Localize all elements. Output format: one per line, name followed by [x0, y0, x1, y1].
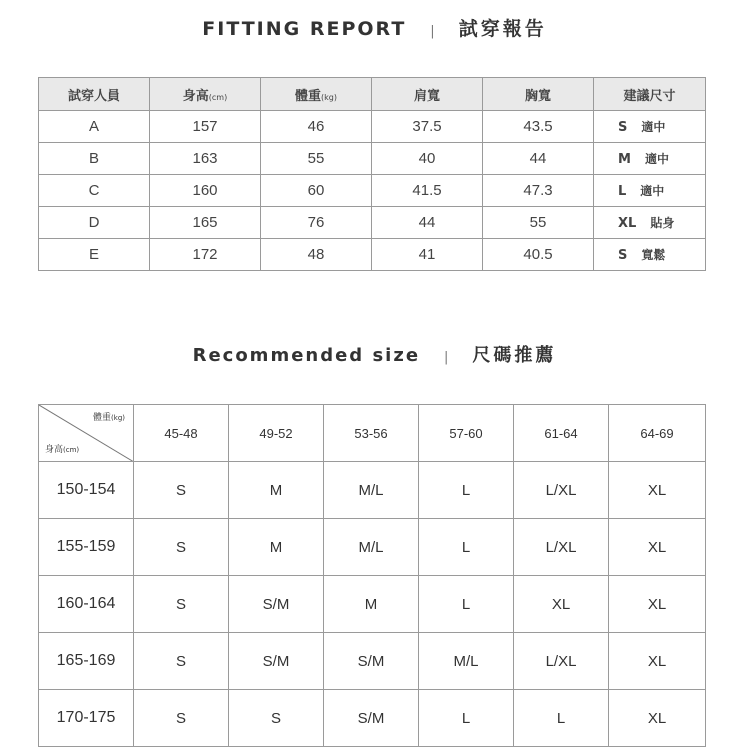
cell-suggested [594, 239, 706, 271]
recommended-title-en: Recommended size [192, 345, 421, 366]
header-height: 身高(cm) [150, 78, 261, 111]
fit-value: 寬鬆 [641, 248, 666, 262]
cell-chest: 40.5 [483, 239, 594, 271]
cell-suggested [594, 207, 706, 239]
size-cell: S/M [324, 633, 419, 690]
cell-shoulder: 37.5 [372, 111, 483, 143]
cell-weight: 55 [261, 143, 372, 175]
fitting-report-title [0, 14, 749, 41]
table-row [39, 576, 706, 633]
size-cell: S [134, 633, 229, 690]
cell-weight: 46 [261, 111, 372, 143]
table-row [39, 462, 706, 519]
height-range-header: 165-169 [39, 633, 134, 690]
size-cell: L/XL [514, 633, 609, 690]
cell-weight: 60 [261, 175, 372, 207]
size-cell: L/XL [514, 519, 609, 576]
size-cell: M [229, 519, 324, 576]
size-cell: M [229, 462, 324, 519]
cell-height: 157 [150, 111, 261, 143]
size-cell: XL [609, 576, 706, 633]
fit-value: 適中 [644, 152, 669, 166]
table-row [39, 690, 706, 747]
recommended-size-title [0, 341, 749, 367]
cell-shoulder: 41 [372, 239, 483, 271]
size-cell: M/L [324, 462, 419, 519]
fitting-title-en: FITTING REPORT [202, 18, 407, 40]
size-cell: S/M [229, 633, 324, 690]
size-value: S [618, 248, 628, 263]
table-row [39, 143, 706, 175]
cell-suggested [594, 111, 706, 143]
fitting-title-zh: 試穿報告 [458, 18, 547, 40]
weight-range-header: 64-69 [609, 405, 706, 462]
cell-person: B [39, 143, 150, 175]
table-row [39, 175, 706, 207]
size-cell: L [419, 576, 514, 633]
cell-height: 160 [150, 175, 261, 207]
weight-range-header: 53-56 [324, 405, 419, 462]
fitting-report-table [38, 77, 706, 271]
title-separator: | [444, 350, 449, 365]
fit-value: 適中 [640, 184, 665, 198]
cell-suggested [594, 143, 706, 175]
size-cell: M/L [324, 519, 419, 576]
cell-chest: 44 [483, 143, 594, 175]
cell-chest: 47.3 [483, 175, 594, 207]
height-range-header: 150-154 [39, 462, 134, 519]
size-value: L [618, 184, 627, 199]
cell-person: C [39, 175, 150, 207]
cell-person: D [39, 207, 150, 239]
cell-shoulder: 44 [372, 207, 483, 239]
cell-chest: 55 [483, 207, 594, 239]
cell-weight: 76 [261, 207, 372, 239]
weight-range-header: 61-64 [514, 405, 609, 462]
cell-weight: 48 [261, 239, 372, 271]
size-cell: XL [609, 690, 706, 747]
table-row [39, 111, 706, 143]
weight-header-row [39, 405, 706, 462]
weight-range-header: 49-52 [229, 405, 324, 462]
size-cell: L [419, 690, 514, 747]
corner-weight-label: 體重(kg) [93, 413, 125, 423]
recommended-title-zh: 尺碼推薦 [472, 345, 557, 366]
recommended-size-table [38, 404, 706, 747]
cell-person: A [39, 111, 150, 143]
cell-person: E [39, 239, 150, 271]
weight-range-header: 45-48 [134, 405, 229, 462]
size-cell: L/XL [514, 462, 609, 519]
fitting-header-row [39, 78, 706, 111]
size-cell: L [419, 519, 514, 576]
table-row [39, 633, 706, 690]
height-range-header: 170-175 [39, 690, 134, 747]
cell-height: 165 [150, 207, 261, 239]
size-cell: M/L [419, 633, 514, 690]
fit-value: 適中 [641, 120, 666, 134]
table-row [39, 207, 706, 239]
header-person: 試穿人員 [39, 78, 150, 111]
table-row [39, 239, 706, 271]
size-cell: XL [514, 576, 609, 633]
fit-value: 貼身 [650, 216, 675, 230]
cell-shoulder: 41.5 [372, 175, 483, 207]
corner-cell [39, 405, 134, 462]
size-cell: XL [609, 633, 706, 690]
size-cell: L [419, 462, 514, 519]
size-cell: S/M [229, 576, 324, 633]
size-value: XL [618, 216, 637, 231]
size-cell: S/M [324, 690, 419, 747]
height-range-header: 160-164 [39, 576, 134, 633]
cell-height: 163 [150, 143, 261, 175]
cell-shoulder: 40 [372, 143, 483, 175]
size-cell: XL [609, 519, 706, 576]
header-chest: 胸寬 [483, 78, 594, 111]
table-row [39, 519, 706, 576]
cell-height: 172 [150, 239, 261, 271]
size-cell: XL [609, 462, 706, 519]
size-value: S [618, 120, 628, 135]
size-cell: S [134, 519, 229, 576]
size-cell: S [229, 690, 324, 747]
size-cell: S [134, 576, 229, 633]
weight-range-header: 57-60 [419, 405, 514, 462]
cell-chest: 43.5 [483, 111, 594, 143]
size-cell: M [324, 576, 419, 633]
header-shoulder: 肩寬 [372, 78, 483, 111]
cell-suggested [594, 175, 706, 207]
title-separator: | [430, 24, 435, 39]
size-value: M [618, 152, 631, 167]
size-cell: S [134, 462, 229, 519]
header-suggested: 建議尺寸 [594, 78, 706, 111]
height-range-header: 155-159 [39, 519, 134, 576]
size-cell: L [514, 690, 609, 747]
corner-height-label: 身高(cm) [45, 445, 80, 455]
size-cell: S [134, 690, 229, 747]
header-weight: 體重(kg) [261, 78, 372, 111]
